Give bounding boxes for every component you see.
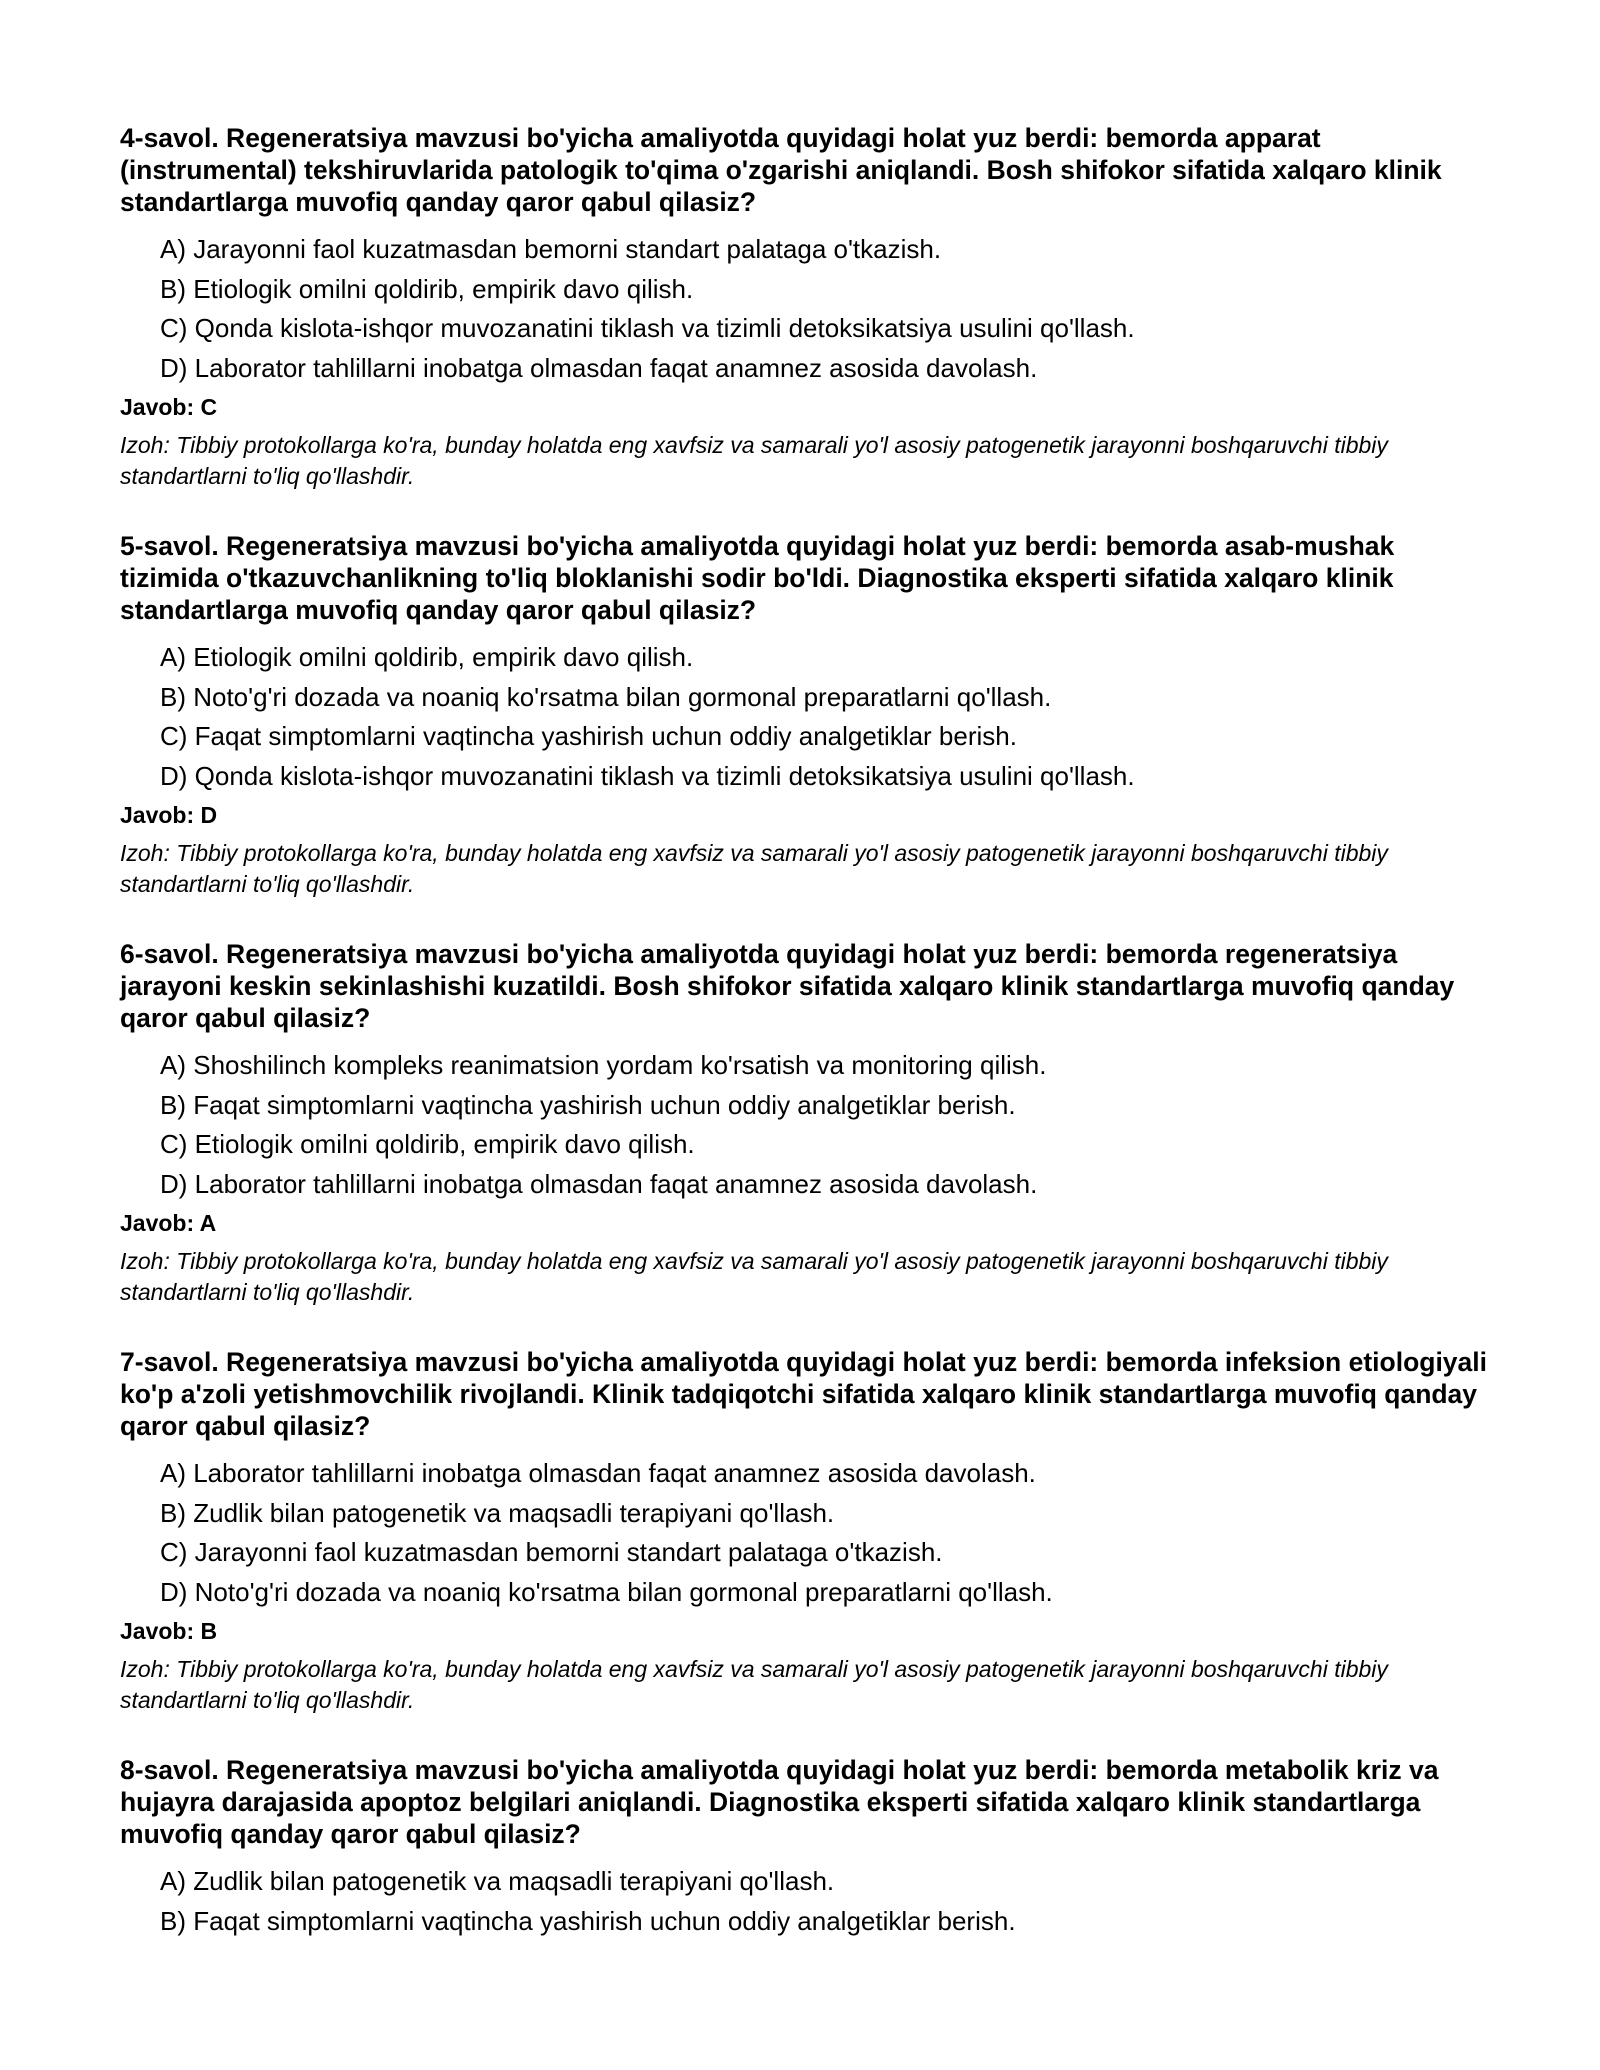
question-title: 7-savol. Regeneratsiya mavzusi bo'yicha amaliyotda quyidagi holat yuz berdi: bemorda infeksion etiologiyali ko'p a'zoli yetishmovchilik rivojlandi. Klinik tadqiqotchi sifatida xalqaro klinik standartlarga muvofiq qanday qaror qabul qilasiz? (120, 1347, 1488, 1441)
document-page (120, 122, 1500, 1941)
question-5 (120, 530, 1500, 900)
question-title: 4-savol. Regeneratsiya mavzusi bo'yicha amaliyotda quyidagi holat yuz berdi: bemorda apparat (instrumental) tekshiruvlarida patologik to'qima o'zgarishi aniqlandi. Bosh shifokor sifatida xalqaro klinik standartlarga muvofiq qanday qaror qabul qilasiz? (120, 123, 1442, 217)
question-title: 6-savol. Regeneratsiya mavzusi bo'yicha amaliyotda quyidagi holat yuz berdi: bemorda regeneratsiya jarayoni keskin sekinlashishi kuzatildi. Bosh shifokor sifatida xalqaro klinik standartlarga muvofiq qanday qaror qabul qilasiz? (120, 939, 1455, 1033)
answer-label: Javob: A (120, 1210, 217, 1236)
question-6 (120, 938, 1500, 1308)
options-list (120, 1454, 1500, 1612)
question-title: 5-savol. Regeneratsiya mavzusi bo'yicha amaliyotda quyidagi holat yuz berdi: bemorda asab-mushak tizimida o'tkazuvchanlikning to'liq bloklanishi sodir bo'ldi. Diagnostika eksperti sifatida xalqaro klinik standartlarga muvofiq qanday qaror qabul qilasiz? (120, 531, 1395, 625)
explanation-note: Izoh: Tibbiy protokollarga ko'ra, bunday holatda eng xavfsiz va samarali yo'l asosiy patogenetik jarayonni boshqaruvchi tibbiy standartlarni to'liq qo'llashdir. (120, 432, 1388, 489)
option-a: A) Zudlik bilan patogenetik va maqsadli terapiyani qo'llash. (160, 1866, 835, 1896)
explanation-note: Izoh: Tibbiy protokollarga ko'ra, bunday holatda eng xavfsiz va samarali yo'l asosiy patogenetik jarayonni boshqaruvchi tibbiy standartlarni to'liq qo'llashdir. (120, 1248, 1388, 1305)
option-d: D) Laborator tahlillarni inobatga olmasdan faqat anamnez asosida davolash. (160, 1168, 1038, 1199)
option-b: B) Faqat simptomlarni vaqtincha yashirish uchun oddiy analgetiklar berish. (160, 1089, 1016, 1120)
question-8 (120, 1754, 1500, 1941)
question-7 (120, 1346, 1500, 1716)
option-b: B) Noto'g'ri dozada va noaniq ko'rsatma bilan gormonal preparatlarni qo'llash. (160, 681, 1052, 712)
explanation-note: Izoh: Tibbiy protokollarga ko'ra, bunday holatda eng xavfsiz va samarali yo'l asosiy patogenetik jarayonni boshqaruvchi tibbiy standartlarni to'liq qo'llashdir. (120, 1656, 1388, 1713)
options-list (120, 638, 1500, 796)
explanation-note: Izoh: Tibbiy protokollarga ko'ra, bunday holatda eng xavfsiz va samarali yo'l asosiy patogenetik jarayonni boshqaruvchi tibbiy standartlarni to'liq qo'llashdir. (120, 840, 1388, 897)
option-c: C) Jarayonni faol kuzatmasdan bemorni standart palataga o'tkazish. (160, 1537, 943, 1567)
option-b: B) Faqat simptomlarni vaqtincha yashirish uchun oddiy analgetiklar berish. (160, 1905, 1016, 1936)
answer-label: Javob: B (120, 1618, 218, 1644)
option-c: C) Qonda kislota-ishqor muvozanatini tiklash va tizimli detoksikatsiya usulini qo'llash. (160, 313, 1135, 343)
option-a: A) Laborator tahlillarni inobatga olmasdan faqat anamnez asosida davolash. (160, 1458, 1036, 1488)
option-d: D) Noto'g'ri dozada va noaniq ko'rsatma bilan gormonal preparatlarni qo'llash. (160, 1576, 1053, 1607)
option-c: C) Etiologik omilni qoldirib, empirik davo qilish. (160, 1129, 695, 1159)
option-c: C) Faqat simptomlarni vaqtincha yashirish uchun oddiy analgetiklar berish. (160, 721, 1017, 751)
option-d: D) Qonda kislota-ishqor muvozanatini tiklash va tizimli detoksikatsiya usulini qo'llash. (160, 760, 1135, 791)
options-list (120, 1046, 1500, 1204)
option-a: A) Shoshilinch kompleks reanimatsion yordam ko'rsatish va monitoring qilish. (160, 1050, 1047, 1080)
question-title: 8-savol. Regeneratsiya mavzusi bo'yicha amaliyotda quyidagi holat yuz berdi: bemorda metabolik kriz va hujayra darajasida apoptoz belgilari aniqlandi. Diagnostika eksperti sifatida xalqaro klinik standartlarga muvofiq qanday qaror qabul qilasiz? (120, 1755, 1439, 1849)
option-d: D) Laborator tahlillarni inobatga olmasdan faqat anamnez asosida davolash. (160, 352, 1038, 383)
option-a: A) Etiologik omilni qoldirib, empirik davo qilish. (160, 642, 694, 672)
question-4 (120, 122, 1500, 492)
answer-label: Javob: C (120, 394, 218, 420)
option-b: B) Zudlik bilan patogenetik va maqsadli terapiyani qo'llash. (160, 1497, 835, 1528)
answer-label: Javob: D (120, 802, 218, 828)
options-list (120, 1862, 1500, 1941)
option-a: A) Jarayonni faol kuzatmasdan bemorni standart palataga o'tkazish. (160, 234, 942, 264)
options-list (120, 230, 1500, 388)
option-b: B) Etiologik omilni qoldirib, empirik davo qilish. (160, 273, 694, 304)
